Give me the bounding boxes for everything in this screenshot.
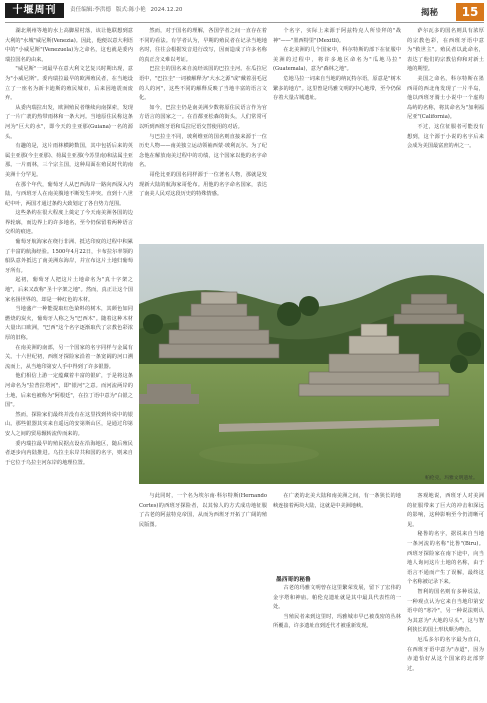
article-column-5 [407, 492, 484, 697]
page-header [0, 0, 487, 24]
paragraph: 与此同时，一个名为埃尔南·科尔特斯(Hernando Cortes)的西班牙探险者，以其惊人的方式成功地征服了古老的阿兹特克帝国，从而为西班牙开拓了广阔的殖民版图。 [139, 493, 267, 528]
article-column-4b [273, 492, 401, 572]
paragraph: 这些条约在很大程度上奠定了今天南美洲各国的边界轮廓，而边界上的许多地名，至今仍保留着两种语言交织的痕迹。 [5, 210, 133, 236]
paragraph: 与巴拉圭不同，玻利维亚的国名则直接来源于一位历史人物——南美独立运动领袖西蒙·玻利瓦尔。为了纪念他在解放南美过程中的功绩，这个国家以他的名字命名。 [139, 133, 267, 169]
paragraph: 然而，探险家们最终并没有在这里找到传说中的银山。那些银器其实来自遥远的安第斯山区，是通过印第安人之间的贸易辗转流传而来的。 [5, 411, 133, 437]
paragraph: 从委内瑞拉出发，欧洲殖民者继续向南探索，发现了一片广袤的热带雨林和一条大河。当地原住民称这条河为"巨大的水"，即今天的圭亚那(Guiana)一名的源头。 [5, 104, 133, 140]
paragraph: 他们相信上游一定蕴藏着丰富的银矿，于是将这条河命名为"拉普拉塔河"，即"银河"之意。而河流两岸的土地，后来也被称为"阿根廷"，在拉丁语中意为"白银之国"。 [5, 373, 133, 409]
paragraph: 不过，这位征服者可能没有想到，这个源于小说的名字后来会成为美国最富庶的州之一。 [407, 123, 484, 150]
paragraph: 古老的玛雅文明曾在这里繁荣发展，留下了宏伟的金字塔和神庙。帕伦克遗址就是其中最具代表性的一处。 [273, 585, 401, 611]
paragraph: 危地马拉一词来自当地的纳瓦特尔语，原意是"树木繁多的地方"。这里曾是玛雅文明的中心地带，至今仍保存着大量古城遗址。 [273, 75, 401, 102]
editor-credit: 责任编辑:李洪德 [70, 7, 112, 13]
paragraph: 在广袤的北美大陆和南美洲之间，有一条狭长的地峡连接着两块大陆，这就是中美洲地峡。 [273, 493, 401, 509]
article-column-2 [139, 27, 267, 239]
paragraph: 智利的国名则有多种说法，一种观点认为它来自当地印第安语中的"寒冷"，另一种说法则认为其意为"大地的尽头"，这与智利狭长的国土形状颇为吻合。 [407, 588, 484, 634]
header-rule [5, 22, 484, 23]
paragraph: 如今，巴拉圭仍是南美洲少数将原住民语言作为官方语言的国家之一。在首都亚松森的街头，人们常常可以听到西班牙语和瓜拉尼语交替使用的对话。 [139, 104, 267, 130]
palenque-ruins-image [139, 244, 484, 484]
article-column-4c [273, 584, 401, 697]
paragraph: 有趣的是，这片雨林横跨数国，其中包括后来的英属圭亚那(今圭亚那)、荷属圭亚那(今苏里南)和法属圭亚那。一片雨林，三个宗主国，这种局面在殖民时代的南美洲十分罕见。 [5, 143, 133, 178]
article-column-3 [273, 27, 401, 239]
paragraph: 然而，对于国名的理解，各国学者之间一直存在着不同的看法。有学者认为，早期的殖民者在记录当地地名时，往往会根据发音进行改写，因而造成了许多名称的真正含义难以考证。 [139, 28, 267, 63]
paragraph: 秘鲁的名字，据说来自当地一条河流的名称"比鲁"(Biru)。西班牙探险家在南下途中，向当地人询问这片土地的名称，由于语言不通而产生了误解，最终这个名称被记录下来。 [407, 531, 484, 586]
palenque-photo [139, 244, 484, 484]
paragraph: 委内瑞拉最早的殖民据点设在沿海地区，随后殖民者逐步向内陆推进。乌拉圭东岸共和国的名字，则来自于它位于乌拉圭河东岸的地理位置。 [5, 440, 133, 466]
photo-caption: 帕伦克，玛雅文明遗址。 [425, 476, 478, 481]
paragraph: 美国之命名，科尔特斯在墨西哥的西北角发现了一片半岛，他以西班牙骑士小说中一个虚构岛屿的名称，将其命名为"加利福尼亚"(California)。 [407, 75, 484, 121]
section-label: 揭秘 [421, 8, 439, 18]
section-subheading: 墨西哥的秘鲁 [276, 577, 311, 583]
paragraph: 在那个年代，葡萄牙人从巴西海岸一路向西深入内陆，与西班牙人在南美腹地不断发生冲突。直到十八世纪中叶，两国才通过条约大致划定了各自势力范围。 [5, 181, 133, 207]
paragraph: 起初，葡萄牙人把这片土地命名为"真十字架之地"，后来又改称"圣十字架之地"。然而，真正让这个国家名扬世界的，却是一种红色的木材。 [5, 277, 133, 303]
editorial-meta [70, 5, 186, 13]
paragraph: 哥伦比亚的国名同样源于一位著名人物，那就是发现新大陆的航海家哥伦布。用他的名字命名国家，表达了南美人民对这段历史的特殊情感。 [139, 171, 267, 198]
paragraph: 巴拉圭的国名来自流经该国的巴拉圭河。在瓜拉尼语中，"巴拉圭"一词被解释为"大水之源"或"戴着羽毛冠的人的河"，这些不同的解释反映了当地丰富的语言文化。 [139, 66, 267, 102]
design-credit: 版式:陈小艳 [115, 7, 146, 13]
paragraph: 在北美洲的几个国家中，科尔特斯的部下在征服中美洲的过程中，将许多地区命名为"瓜地马拉"(Guatemala)，意为"森林之地"。 [273, 47, 401, 73]
issue-date: 2024.12.20 [150, 7, 183, 13]
article-column-1 [5, 27, 133, 697]
paragraph: 萨尔瓦多的国名则具有浓厚的宗教色彩，在西班牙语中意为"救世主"。殖民者以此命名，表达了他们的宗教信仰和对新土地的期望。 [407, 28, 484, 73]
paragraph: 在南美洲的南部，另一个国家的名字同样与金属有关。十六世纪初，西班牙探险家沿着一条宽阔的河口溯流而上，从当地印第安人手中得到了许多银器。 [5, 344, 133, 370]
paragraph: 湖北荆州等地的水上高脚屋村落，该让他联想到意大利的"水城"威尼斯(Venezia)。因此，他便以意大利语中的"小威尼斯"(Venezuela)为之命名，这也就是委内瑞拉国名的由来。 [5, 28, 133, 63]
paragraph: 葡萄牙航海家在绕行非洲、抵达印度的过程中积累了丰富的航海经验。1500年4月22日，卡布拉尔率领的船队意外抵达了南美洲东海岸，并宣布这片土地归葡萄牙所有。 [5, 239, 133, 274]
paragraph: 当殖民者来到这里时，玛雅城市早已被茂密的丛林所覆盖，许多遗址直到近代才被重新发现。 [273, 613, 401, 630]
paragraph: 客观地说，西班牙人对美洲的征服带来了巨大的冲击和深远的影响，这种影响至今仍清晰可见。 [407, 493, 484, 528]
paragraph: 厄瓜多尔的名字最为直白，在西班牙语中意为"赤道"，因为赤道恰好从这个国家的北部穿过。 [407, 636, 484, 672]
paragraph: "威尼斯"一词最早在意大利文艺复兴时期出现，意为"小威尼斯"。委内瑞拉最早的欧洲殖民者，在当地设立了一座名为新卡迪斯的殖民城市，后来因地震而废弃。 [5, 66, 133, 102]
newspaper-logo: 十堰周刊 [5, 3, 64, 18]
paragraph: 当地盛产一种能提取红色染料的树木，其颜色如同燃烧的炭火，葡萄牙人称之为"巴西木"。随着这种木材大量出口欧洲，"巴西"这个名字逐渐取代了宗教色彩浓厚的旧称。 [5, 306, 133, 341]
paragraph: 个名字，实际上来源于阿兹特克人所崇拜的"战神"——"墨西特里"(Mexitli)。 [273, 28, 401, 44]
article-column-4 [139, 492, 267, 697]
page-number: 15 [456, 3, 484, 21]
article-column-3-cont [407, 27, 484, 239]
